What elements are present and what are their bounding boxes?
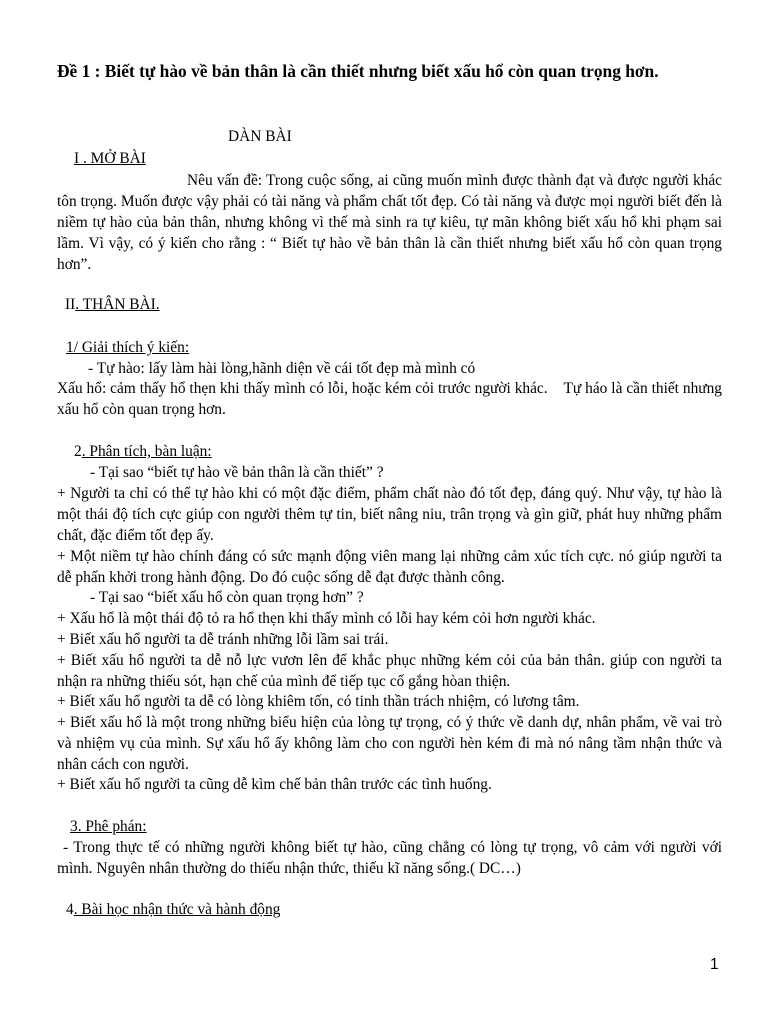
section-2-heading bbox=[65, 294, 160, 315]
page-number: 1 bbox=[710, 956, 719, 973]
bullet-3: + Xấu hổ là một thái độ tỏ ra hổ thẹn khi thấy mình có lỗi hay kém cỏi hơn người khác. bbox=[57, 610, 596, 627]
part-3-heading bbox=[70, 816, 147, 837]
bullet-8: + Biết xấu hổ người ta cũng dễ kìm chế bản thân trước các tình huống. bbox=[57, 776, 492, 793]
outline-heading: DÀN BÀI bbox=[228, 128, 292, 145]
section-1-heading bbox=[74, 148, 146, 169]
bullet-6: + Biết xấu hổ người ta dễ có lòng khiêm tốn, có tinh thần trách nhiệm, có lương tâm. bbox=[57, 693, 580, 710]
part-4-heading-num: 4 bbox=[66, 901, 74, 918]
section-2-heading-prefix: II bbox=[65, 296, 76, 313]
question-1: - Tại sao “biết tự hào về bản thân là cần thiết” ? bbox=[90, 464, 384, 481]
part-1-line: - Tự hào: lấy làm hài lòng,hãnh diện về cái tốt đẹp mà mình có bbox=[88, 360, 476, 377]
part-3-paragraph: - Trong thực tế có những người không biết tự hào, cũng chẳng có lòng tự trọng, vô cảm với người với mình. Nguyên nhân thường do thiếu nhận thức, thiếu kĩ năng sống.( DC…) bbox=[57, 839, 722, 877]
section-1-heading-text: I . MỞ BÀI bbox=[74, 150, 146, 167]
question-2: - Tại sao “biết xấu hổ còn quan trọng hơn” ? bbox=[90, 589, 364, 606]
section-2-heading-text: . THÂN BÀI. bbox=[75, 296, 160, 313]
essay-title: Đề 1 : Biết tự hào về bản thân là cần thiết nhưng biết xấu hổ còn quan trọng hơn. bbox=[57, 61, 659, 81]
section-1-paragraph: Nêu vấn đề: Trong cuộc sống, ai cũng muốn mình được thành đạt và được người khác tôn trọng. Muốn được vậy phải có tài năng và phẩm chất tốt đẹp. Có tài năng và được mọi người biết đến là niềm tự hào của bản thân, nhưng không vì thế mà sinh ra tự kiêu, tự mãn không biết xấu hổ khi phạm sai lầm. Vì vậy, có ý kiến cho rằng : “ Biết tự hào về bản thân là cần thiết nhưng biết xấu hổ còn quan trọng hơn”. bbox=[57, 172, 722, 273]
part-4-heading bbox=[66, 899, 280, 920]
bullet-5: + Biết xấu hổ người ta dễ nỗ lực vươn lên để khắc phục những kém cỏi của bản thân. giúp con người ta nhận ra những thiếu sót, hạn chế của mình để tiếp tục cố gắng hòan thiện. bbox=[57, 652, 722, 690]
part-2-heading-text: . Phân tích, bàn luận: bbox=[81, 443, 212, 460]
part-2-heading bbox=[74, 441, 212, 462]
part-2-heading-num: 2 bbox=[74, 443, 82, 460]
part-4-heading-text: . Bài học nhận thức và hành động bbox=[73, 901, 281, 918]
bullet-1: + Người ta chỉ có thể tự hào khi có một đặc điểm, phẩm chất nào đó tốt đẹp, đáng quý. Như vậy, tự hào là một thái độ tích cực giúp con người thêm tự tin, biết nâng niu, trân trọng và gìn giữ, phát huy những phẩm chất, đặc điểm tốt đẹp ấy. bbox=[57, 485, 722, 544]
bullet-7: + Biết xấu hổ là một trong những biểu hiện của lòng tự trọng, có ý thức về danh dự, nhân phẩm, về vai trò và nhiệm vụ của mình. Sự xấu hổ ấy không làm cho con người hèn kém đi mà nó nâng tầm nhận thức và nhân cách con người. bbox=[57, 714, 722, 773]
part-1-heading bbox=[66, 337, 189, 358]
part-3-heading-text: 3. Phê phán: bbox=[70, 818, 147, 835]
bullet-2: + Một niềm tự hào chính đáng có sức mạnh động viên mang lại những cảm xúc tích cực. nó giúp người ta dễ phấn khởi trong hành động. Do đó cuộc sống dễ đạt được thành công. bbox=[57, 548, 722, 586]
part-1-heading-text: 1/ Giải thích ý kiến: bbox=[66, 339, 190, 356]
part-1-paragraph: Xấu hổ: cảm thấy hổ thẹn khi thấy mình có lỗi, hoặc kém cỏi trước người khác. Tự háo là cần thiết nhưng xấu hổ còn quan trọng hơn. bbox=[57, 380, 722, 418]
bullet-4: + Biết xấu hổ người ta dễ tránh những lỗi lầm sai trái. bbox=[57, 631, 389, 648]
